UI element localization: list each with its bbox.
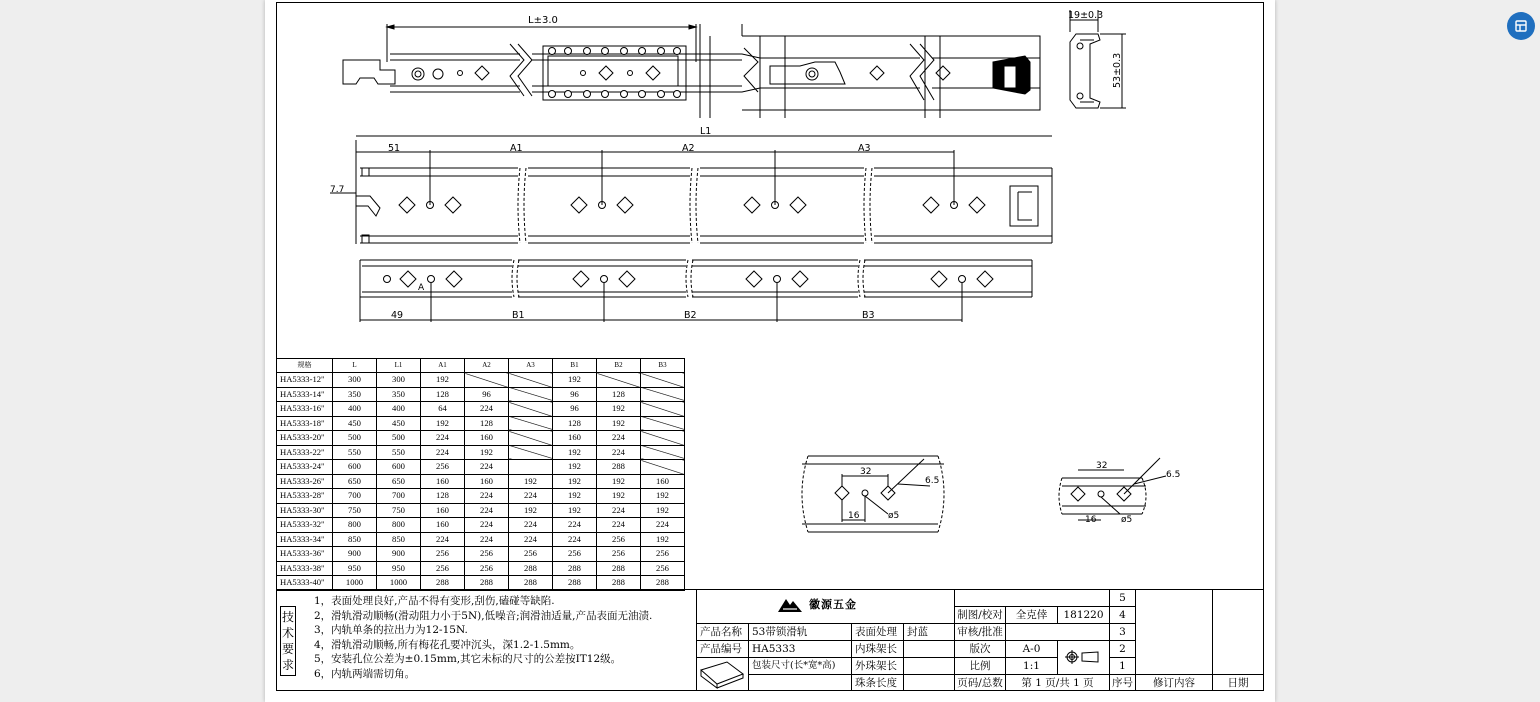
spec-cell: 256 [421,561,465,576]
spec-cell: 1000 [377,576,421,591]
dim-7-7: 7.7 [330,185,345,195]
spec-cell: 160 [465,431,509,446]
spec-cell: 192 [641,503,685,518]
spec-cell: 224 [465,402,509,417]
spec-cell: 650 [377,474,421,489]
product-code-value: HA5333 [748,640,852,658]
col-header: B3 [641,359,685,373]
col-header: B1 [553,359,597,373]
spec-cell: 224 [597,518,641,533]
mounting-holes-middle [399,197,985,213]
spec-cell: 288 [509,576,553,591]
spec-model-cell: HA5333-28" [277,489,333,504]
spec-cell: 256 [553,547,597,562]
dim-49: 49 [391,310,404,321]
spec-model-cell: HA5333-24" [277,460,333,475]
spec-model-cell: HA5333-14" [277,387,333,402]
dim-b3: B3 [862,310,875,321]
assembled-slide-view [343,15,1040,118]
spec-cell: 256 [421,547,465,562]
spec-cell: 160 [421,503,465,518]
spec-row [277,561,685,576]
projection-cell [1057,640,1110,675]
spec-cell: 400 [333,402,377,417]
spec-cell: 192 [553,460,597,475]
spec-cell: 128 [421,387,465,402]
spec-row [277,445,685,460]
package-size-label: 包装尺寸(长*宽*高) [748,657,852,675]
spec-cell: 450 [333,416,377,431]
dim-a1: A1 [510,143,523,154]
title-block [696,589,1264,691]
draw-check-label: 制图/校对 [954,606,1006,624]
detail2-dim-phi5: ø5 [1121,515,1133,525]
spec-cell: 224 [509,532,553,547]
spec-cell-not-applicable [509,402,553,417]
detail2-dim-16: 16 [1085,515,1097,525]
spec-cell: 256 [509,547,553,562]
detail1-dim-6-5: 6.5 [925,476,940,486]
spec-cell-not-applicable [641,445,685,460]
section-view [1068,10,1126,108]
outer-bead-label: 外珠架长 [851,657,904,675]
spec-cell: 288 [553,576,597,591]
spec-cell: 288 [509,561,553,576]
col-header: A1 [421,359,465,373]
spec-cell: 128 [465,416,509,431]
spec-cell: 700 [333,489,377,504]
page-value: 第 1 页/共 1 页 [1005,674,1110,691]
detail1-dim-16: 16 [848,511,860,521]
draw-check-date: 181220 [1057,606,1110,624]
product-code-label: 产品编号 [696,640,749,658]
surface-value: 封蓝 [903,623,955,641]
dim-l1: L1 [700,126,712,137]
spec-cell: 224 [553,518,597,533]
spec-cell: 192 [641,489,685,504]
spec-cell: 192 [641,532,685,547]
rev-seq: 3 [1109,623,1136,641]
spec-cell: 224 [509,518,553,533]
col-header: A2 [465,359,509,373]
rev-seq: 5 [1109,589,1136,607]
spec-model-cell: HA5333-22" [277,445,333,460]
col-header: B2 [597,359,641,373]
note-item: 2，滑轨滑动顺畅(滑动阻力小于5N),低噪音;润滑油适量,产品表面无油渍. [314,609,653,622]
note-item: 3，内轨单条的拉出力为12-15N. [314,624,468,636]
notes-label: 技术要求 [280,606,296,676]
spec-cell: 288 [597,561,641,576]
spec-cell: 96 [553,402,597,417]
surface-label: 表面处理 [851,623,904,641]
spec-cell: 256 [421,460,465,475]
mounting-holes-bottom [400,271,993,287]
spec-cell: 192 [597,416,641,431]
spec-model-cell: HA5333-20" [277,431,333,446]
version-value: A-0 [1005,640,1058,658]
technical-notes [276,589,696,692]
spec-row [277,373,685,388]
spec-cell: 750 [333,503,377,518]
outer-member-view [360,260,1032,322]
dim-b2: B2 [684,310,697,321]
spec-cell: 950 [333,561,377,576]
product-name-label: 产品名称 [696,623,749,641]
review-label: 审核/批准 [954,623,1006,641]
spec-row [277,460,685,475]
spec-cell: 192 [553,503,597,518]
spec-cell: 224 [597,431,641,446]
hole-detail-2 [1059,458,1180,525]
spec-cell-not-applicable [509,416,553,431]
spec-cell-not-applicable [641,387,685,402]
spec-cell: 850 [333,532,377,547]
detail2-dim-32: 32 [1096,461,1108,471]
inner-member-view [330,126,1052,244]
spec-cell: 224 [421,445,465,460]
spec-cell: 650 [333,474,377,489]
spec-cell: 350 [333,387,377,402]
spec-cell: 288 [553,561,597,576]
spec-model-cell: HA5333-36" [277,547,333,562]
logo-cell [696,589,954,624]
spec-cell: 700 [377,489,421,504]
scale-value: 1:1 [1005,657,1058,675]
spec-cell: 224 [597,445,641,460]
version-label: 版次 [954,640,1006,658]
spec-row [277,518,685,533]
spec-cell: 224 [465,460,509,475]
spec-cell: 800 [333,518,377,533]
spec-cell: 224 [597,503,641,518]
spec-cell: 400 [377,402,421,417]
spec-cell: 192 [553,373,597,388]
spec-cell: 192 [597,489,641,504]
spec-cell: 350 [377,387,421,402]
spec-row [277,474,685,489]
spec-cell: 288 [421,576,465,591]
spec-row [277,387,685,402]
spec-cell: 192 [597,474,641,489]
inner-bead-value [903,640,955,658]
mounting-holes-top [475,66,950,80]
spec-row [277,489,685,504]
spec-cell-not-applicable [641,460,685,475]
rev-seq: 1 [1109,657,1136,675]
spec-cell: 900 [333,547,377,562]
dim-height: 53±0.3 [1112,52,1123,88]
spec-row [277,547,685,562]
spec-cell: 1000 [333,576,377,591]
spec-cell: 750 [377,503,421,518]
spec-cell-not-applicable [641,402,685,417]
spec-cell: 550 [377,445,421,460]
spec-cell: 500 [333,431,377,446]
detail1-dim-32: 32 [860,467,872,477]
notes-list [314,594,652,681]
spec-cell: 600 [333,460,377,475]
spec-cell: 256 [641,561,685,576]
spec-cell: 224 [465,518,509,533]
spec-cell-not-applicable [465,373,509,388]
spec-cell: 192 [421,416,465,431]
spec-cell-not-applicable [597,373,641,388]
spec-cell: 224 [465,532,509,547]
rev-date-col [1212,589,1264,675]
rev-date-label: 日期 [1212,674,1264,691]
spec-cell: 256 [597,532,641,547]
spec-model-cell: HA5333-18" [277,416,333,431]
product-name-value: 53带锁滑轨 [748,623,852,641]
spec-cell: 256 [597,547,641,562]
spec-model-cell: HA5333-12" [277,373,333,388]
spec-cell: 256 [641,547,685,562]
spec-cell: 192 [553,489,597,504]
spec-cell: 224 [465,489,509,504]
spec-cell: 288 [641,576,685,591]
spec-cell: 224 [421,532,465,547]
note-item: 1，表面处理良好,产品不得有变形,刮伤,磕碰等缺陷. [314,595,555,607]
col-header: L1 [377,359,421,373]
spec-cell: 192 [465,445,509,460]
spec-cell: 160 [641,474,685,489]
document-icon [1514,19,1528,33]
spec-cell: 224 [553,532,597,547]
spec-cell: 160 [465,474,509,489]
spec-cell: 256 [465,561,509,576]
spec-row [277,431,685,446]
spec-cell: 160 [553,431,597,446]
package-box-icon [697,658,747,690]
spec-cell: 300 [333,373,377,388]
spec-cell: 850 [377,532,421,547]
spec-cell: 224 [509,489,553,504]
spec-cell: 300 [377,373,421,388]
note-item: 4，滑轨滑动顺畅,所有梅花孔要冲沉头，深1.2-1.5mm。 [314,638,581,651]
inner-bead-label: 内珠架长 [851,640,904,658]
detail2-dim-6-5: 6.5 [1166,470,1181,480]
outer-bead-value [903,657,955,675]
note-item: 5，安装孔位公差为±0.15mm,其它未标的尺寸的公差按IT12级。 [314,653,622,665]
spec-cell: 160 [421,474,465,489]
spec-cell: 192 [421,373,465,388]
package-size-value [748,674,852,691]
spec-cell: 900 [377,547,421,562]
spec-cell: 500 [377,431,421,446]
scale-label: 比例 [954,657,1006,675]
spec-cell: 600 [377,460,421,475]
hole-detail-1 [802,456,944,532]
rev-content-col [1135,589,1213,675]
dim-51: 51 [388,143,401,154]
spec-cell: 128 [597,387,641,402]
package-icon-cell [696,657,749,691]
rev-seq: 4 [1109,606,1136,624]
projection-symbol-icon [1058,641,1108,673]
rev-seq-label: 序号 [1109,674,1136,691]
spec-row [277,503,685,518]
spec-cell: 800 [377,518,421,533]
spec-model-cell: HA5333-26" [277,474,333,489]
spec-cell: 192 [553,474,597,489]
dim-width: 19±0.3 [1068,10,1104,21]
col-header: 规格 [277,359,333,373]
spec-cell: 192 [509,503,553,518]
note-item: 6，内轨两端需切角。 [314,667,416,680]
col-header: A3 [509,359,553,373]
company-logo-icon [777,596,803,614]
rev-seq: 2 [1109,640,1136,658]
spec-cell-not-applicable [641,431,685,446]
spec-cell-not-applicable [641,416,685,431]
spec-cell: 64 [421,402,465,417]
spec-cell: 128 [553,416,597,431]
spec-cell: 288 [597,576,641,591]
dim-a2: A2 [682,143,695,154]
floating-tool-icon[interactable] [1507,12,1535,40]
spec-cell: 550 [333,445,377,460]
spec-cell: 192 [553,445,597,460]
spec-cell: 288 [597,460,641,475]
dim-b1: B1 [512,310,525,321]
review-value [1005,623,1110,641]
spec-table [276,358,685,591]
spec-cell-not-applicable [509,445,553,460]
spec-cell: 450 [377,416,421,431]
draw-check-value: 全克倖 [1005,606,1058,624]
detail1-dim-phi5: ø5 [888,511,900,521]
company-logo [777,596,857,614]
spec-cell: 96 [465,387,509,402]
spec-cell-not-applicable [509,431,553,446]
spec-cell: 224 [421,431,465,446]
spec-cell: 288 [465,576,509,591]
spec-cell: 950 [377,561,421,576]
spec-table-header [277,359,685,373]
spec-cell: 256 [465,547,509,562]
spec-cell: 192 [509,474,553,489]
dim-a3: A3 [858,143,871,154]
spec-row [277,416,685,431]
bead-strip-label: 珠条长度 [851,674,904,691]
spec-cell [509,460,553,475]
spec-cell: 224 [465,503,509,518]
spec-cell-not-applicable [509,387,553,402]
spec-cell: 96 [553,387,597,402]
spec-model-cell: HA5333-40" [277,576,333,591]
spec-cell: 224 [641,518,685,533]
spec-cell: 192 [597,402,641,417]
spec-row [277,576,685,591]
col-header: L [333,359,377,373]
spec-row [277,532,685,547]
spec-cell: 128 [421,489,465,504]
spec-model-cell: HA5333-16" [277,402,333,417]
spec-cell: 160 [421,518,465,533]
spec-model-cell: HA5333-38" [277,561,333,576]
spec-model-cell: HA5333-34" [277,532,333,547]
spec-row [277,402,685,417]
page-label: 页码/总数 [954,674,1006,691]
dim-overall-length: L±3.0 [528,15,558,26]
rev-content-label: 修订内容 [1135,674,1213,691]
bead-strip-value [903,674,955,691]
spec-cell-not-applicable [641,373,685,388]
mark-a: A [418,283,425,293]
approval-blank [954,589,1110,607]
spec-cell-not-applicable [509,373,553,388]
spec-model-cell: HA5333-30" [277,503,333,518]
company-name: 徽源五金 [809,598,857,611]
spec-model-cell: HA5333-32" [277,518,333,533]
